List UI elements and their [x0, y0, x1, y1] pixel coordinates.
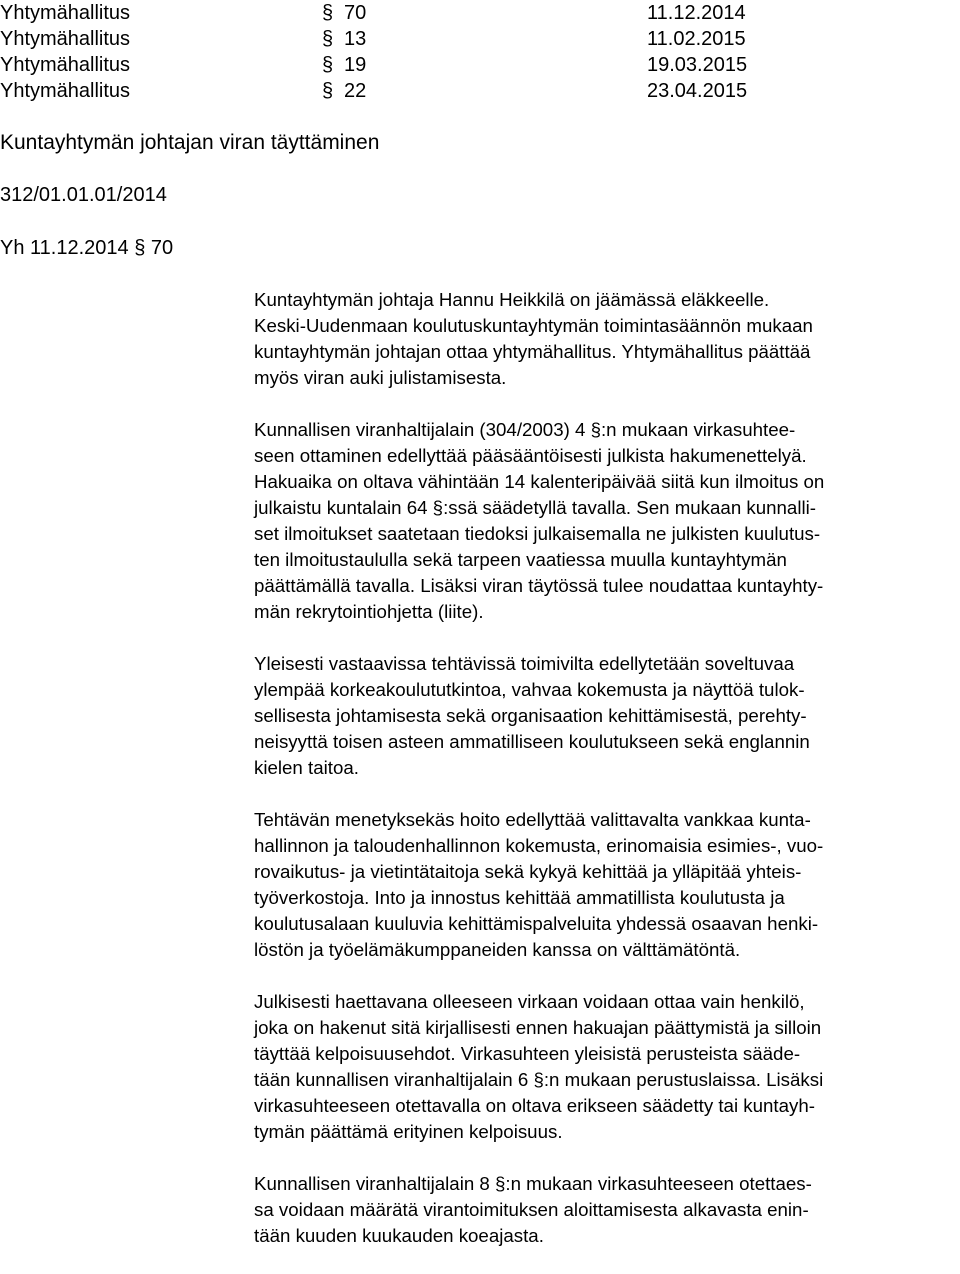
paragraph-line: kuntayhtymän johtajan ottaa yhtymähallitus. Yhtymähallitus päättää: [254, 341, 811, 362]
paragraph-line: sellisesta johtamisesta sekä organisaation kehittämisestä, perehty-: [254, 705, 807, 726]
paragraph-line: myös viran auki julistamisesta.: [254, 367, 507, 388]
paragraph-line: Tehtävän menetyksekäs hoito edellyttää valittavalta vankkaa kunta-: [254, 809, 811, 830]
paragraph-line: virkasuhteeseen otettavalla on oltava erikseen säädetty tai kuntayh-: [254, 1095, 815, 1116]
paragraph-line: päättämällä tavalla. Lisäksi viran täytössä tulee noudattaa kuntayhty-: [254, 575, 824, 596]
body-paragraph: [254, 807, 960, 963]
paragraph-line: set ilmoitukset saatetaan tiedoksi julkaisemalla ne julkisten kuulutus-: [254, 523, 821, 544]
paragraph-line: neisyyttä toisen asteen ammatilliseen koulutukseen sekä englannin: [254, 731, 810, 752]
meeting-reference: Yh 11.12.2014 § 70: [0, 237, 174, 259]
body-paragraph: [254, 989, 960, 1145]
section-sign: §: [322, 80, 334, 102]
section-number: 70: [344, 2, 367, 24]
paragraph-line: ten ilmoitustaululla sekä tarpeen vaatiessa muulla kuntayhtymän: [254, 549, 787, 570]
paragraph-line: joka on hakenut sitä kirjallisesti ennen hakuajan päättymistä ja silloin: [254, 1017, 822, 1038]
record-code: 312/01.01.01/2014: [0, 184, 167, 206]
paragraph-line: tään kuuden kuukauden koeajasta.: [254, 1225, 544, 1246]
meeting-row: [0, 26, 960, 52]
body-paragraph: [254, 287, 960, 391]
meeting-date: 23.04.2015: [647, 80, 748, 102]
section-sign: §: [322, 28, 334, 50]
paragraph-line: tään kunnallisen viranhaltijalain 6 §:n mukaan perustuslaissa. Lisäksi: [254, 1069, 824, 1090]
meeting-date: 11.02.2015: [647, 28, 746, 50]
section-number: 19: [344, 54, 367, 76]
meeting-body: Yhtymähallitus: [0, 28, 131, 50]
section-sign: §: [322, 54, 334, 76]
paragraph-line: julkaistu kuntalain 64 §:ssä säädetyllä tavalla. Sen mukaan kunnalli-: [254, 497, 816, 518]
paragraph-line: tymän päättämä erityinen kelpoisuus.: [254, 1121, 563, 1142]
meeting-row: [0, 78, 960, 104]
body-text: [254, 287, 960, 1249]
paragraph-line: Julkisesti haettavana olleeseen virkaan voidaan ottaa vain henkilö,: [254, 991, 805, 1012]
section-number: 22: [344, 80, 367, 102]
paragraph-line: rovaikutus- ja vietintätaitoja sekä kykyä kehittää ja ylläpitää yhteis-: [254, 861, 802, 882]
paragraph-line: Hakuaika on oltava vähintään 14 kalenteripäivää siitä kun ilmoitus on: [254, 471, 825, 492]
paragraph-line: Yleisesti vastaavissa tehtävissä toimivilta edellytetään soveltuvaa: [254, 653, 795, 674]
document-heading: Kuntayhtymän johtajan viran täyttäminen: [0, 131, 380, 154]
paragraph-line: työverkostoja. Into ja innostus kehittää ammatillista koulutusta ja: [254, 887, 785, 908]
meeting-history: [0, 0, 960, 104]
paragraph-line: män rekrytointiohjetta (liite).: [254, 601, 484, 622]
meeting-date: 11.12.2014: [647, 2, 746, 24]
paragraph-line: kielen taitoa.: [254, 757, 359, 778]
meeting-body: Yhtymähallitus: [0, 54, 131, 76]
meeting-body: Yhtymähallitus: [0, 80, 131, 102]
section-sign: §: [322, 2, 334, 24]
paragraph-line: Kunnallisen viranhaltijalain 8 §:n mukaan virkasuhteeseen otettaes-: [254, 1173, 812, 1194]
paragraph-line: seen ottaminen edellyttää pääsääntöisesti julkista hakumenettelyä.: [254, 445, 807, 466]
paragraph-line: sa voidaan määrätä virantoimituksen aloittamisesta alkavasta enin-: [254, 1199, 809, 1220]
paragraph-line: Kunnallisen viranhaltijalain (304/2003) 4 §:n mukaan virkasuhtee-: [254, 419, 796, 440]
paragraph-line: löstön ja työelämäkumppaneiden kanssa on välttämätöntä.: [254, 939, 741, 960]
meeting-date: 19.03.2015: [647, 54, 748, 76]
body-paragraph: [254, 417, 960, 625]
paragraph-line: koulutusalaan kuuluvia kehittämispalveluita yhdessä osaavan henki-: [254, 913, 819, 934]
section-number: 13: [344, 28, 367, 50]
body-paragraph: [254, 651, 960, 781]
meeting-body: Yhtymähallitus: [0, 2, 131, 24]
paragraph-line: täyttää kelpoisuusehdot. Virkasuhteen yleisistä perusteista sääde-: [254, 1043, 801, 1064]
meeting-row: [0, 0, 960, 26]
paragraph-line: Keski-Uudenmaan koulutuskuntayhtymän toimintasäännön mukaan: [254, 315, 813, 336]
paragraph-line: hallinnon ja taloudenhallinnon kokemusta, erinomaisia esimies-, vuo-: [254, 835, 824, 856]
paragraph-line: Kuntayhtymän johtaja Hannu Heikkilä on jäämässä eläkkeelle.: [254, 289, 770, 310]
meeting-row: [0, 52, 960, 78]
paragraph-line: ylempää korkeakoulututkintoa, vahvaa kokemusta ja näyttöä tulok-: [254, 679, 805, 700]
body-paragraph: [254, 1171, 960, 1249]
